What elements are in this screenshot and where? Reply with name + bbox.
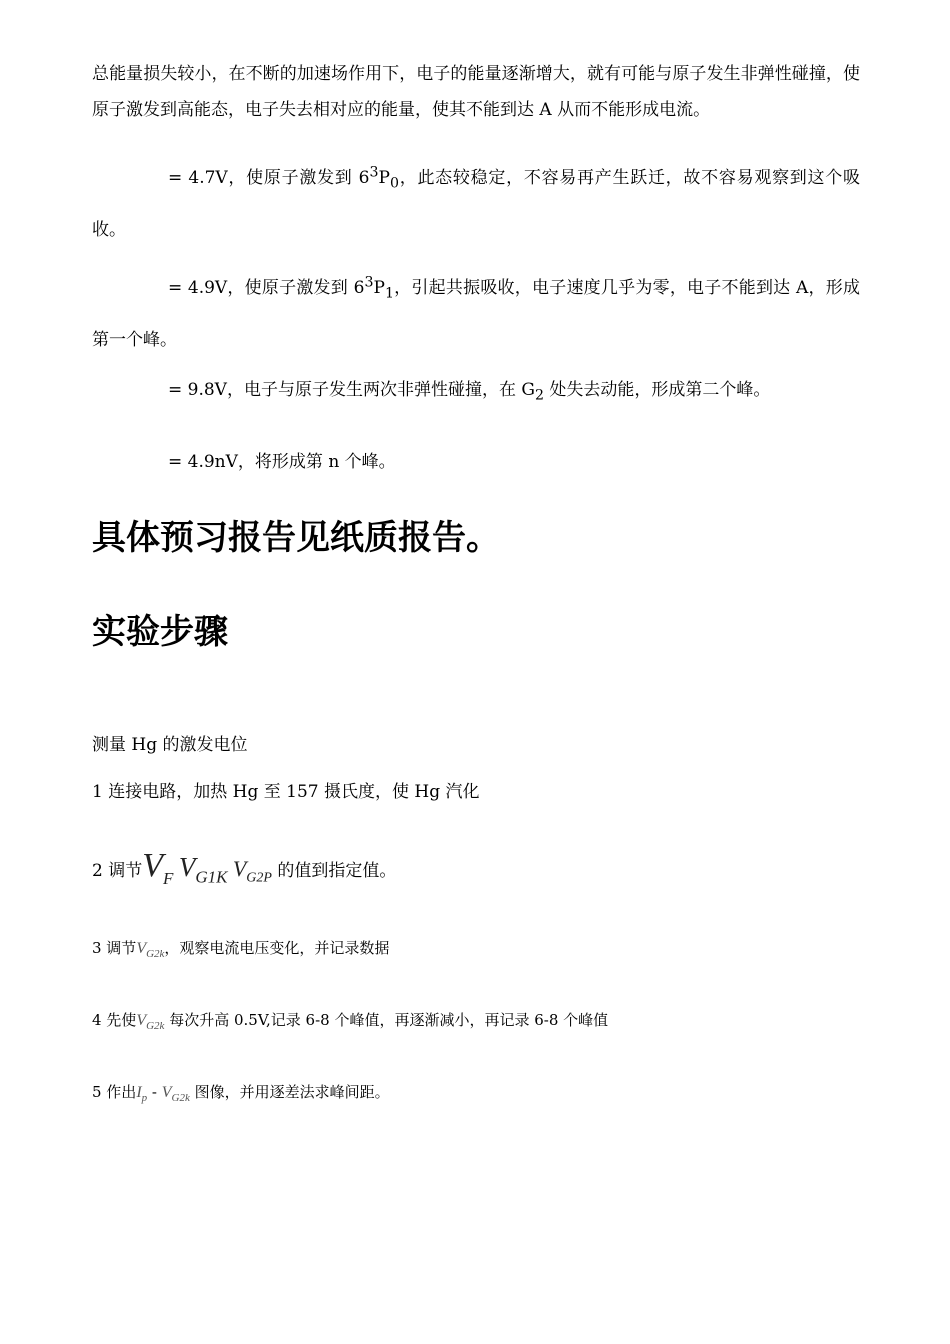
paragraph-collision-intro	[92, 56, 860, 128]
symbol: V	[136, 940, 147, 957]
heading-preview-report: 具体预习报告见纸质报告。	[92, 518, 500, 558]
text: 5 作出	[92, 1083, 137, 1101]
text: 2 调节	[92, 861, 143, 881]
math-v-g1k	[178, 852, 228, 887]
step-2	[92, 846, 396, 891]
symbol: I	[136, 1084, 142, 1101]
paragraph-4-7v	[92, 152, 860, 256]
text: 图像，并用逐差法求峰间距。	[189, 1083, 390, 1101]
symbol: V	[161, 1084, 172, 1101]
symbol: V	[136, 1012, 147, 1029]
text: ，观察电流电压变化，并记录数据	[164, 939, 390, 957]
step-1: 1 连接电路，加热 Hg 至 157 摄氏度，使 Hg 汽化	[92, 782, 480, 802]
text: 每次升高 0.5V,记录 6-8 个峰值，再逐渐减小，再记录 6-8 个峰值	[164, 1011, 609, 1029]
paragraph-4-9v	[92, 262, 860, 366]
subscript: 2	[534, 387, 544, 404]
superscript: 3	[369, 164, 379, 181]
symbol: V	[178, 852, 196, 882]
step-5	[92, 1078, 390, 1107]
math-v-g2k	[136, 1012, 165, 1033]
text: P	[378, 168, 390, 188]
symbol: V	[232, 856, 247, 881]
step-intro: 测量 Hg 的激发电位	[92, 735, 248, 755]
text: 4 先使	[92, 1011, 137, 1029]
paragraph-4-9nv	[92, 444, 860, 480]
math-v-g2p	[232, 856, 272, 886]
paragraph-9-8v	[92, 372, 860, 408]
text: ，引起共振吸收，电子速度几乎为零，电子不能到达 A，形成第一个峰。	[92, 278, 860, 350]
heading-experiment-steps: 实验步骤	[92, 612, 228, 652]
math-v-g2k	[161, 1084, 190, 1105]
paragraph-text: 总能量损失较小，在不断的加速场作用下，电子的能量逐渐增大，就有可能与原子发生非弹性碰撞，使原子激发到高能态，电子失去相对应的能量，使其不能到达 A 从而不能形成电流。	[92, 64, 860, 120]
text: 处失去动能，形成第二个峰。	[543, 380, 771, 400]
text: = 4.9nV，将形成第 n 个峰。	[168, 452, 396, 472]
subscript: 0	[389, 175, 399, 192]
subscript: 1	[384, 285, 394, 302]
text: ，此态较稳定，不容易再产生跃迁，故不容易观察到这个吸收。	[92, 168, 860, 240]
subscript: F	[163, 868, 174, 888]
step-3	[92, 934, 389, 963]
text: P	[373, 278, 385, 298]
subscript: G2k	[146, 1020, 165, 1033]
math-i-p	[136, 1084, 148, 1105]
subscript: G2P	[246, 870, 272, 886]
text: = 9.8V，电子与原子发生两次非弹性碰撞，在 G	[168, 380, 535, 400]
subscript: G2k	[171, 1092, 190, 1105]
text: = 4.9V，使原子激发到 6	[168, 278, 365, 298]
text: 3 调节	[92, 939, 137, 957]
subscript: G1K	[195, 867, 228, 887]
step-4	[92, 1006, 608, 1035]
superscript: 3	[364, 274, 374, 291]
symbol: V	[142, 847, 164, 884]
dash: -	[147, 1083, 162, 1101]
text: 的值到指定值。	[271, 861, 397, 881]
math-v-g2k	[136, 940, 165, 961]
subscript: G2k	[146, 948, 165, 961]
text: = 4.7V，使原子激发到 6	[168, 168, 370, 188]
math-v-f	[142, 847, 174, 888]
subscript: p	[141, 1092, 148, 1105]
